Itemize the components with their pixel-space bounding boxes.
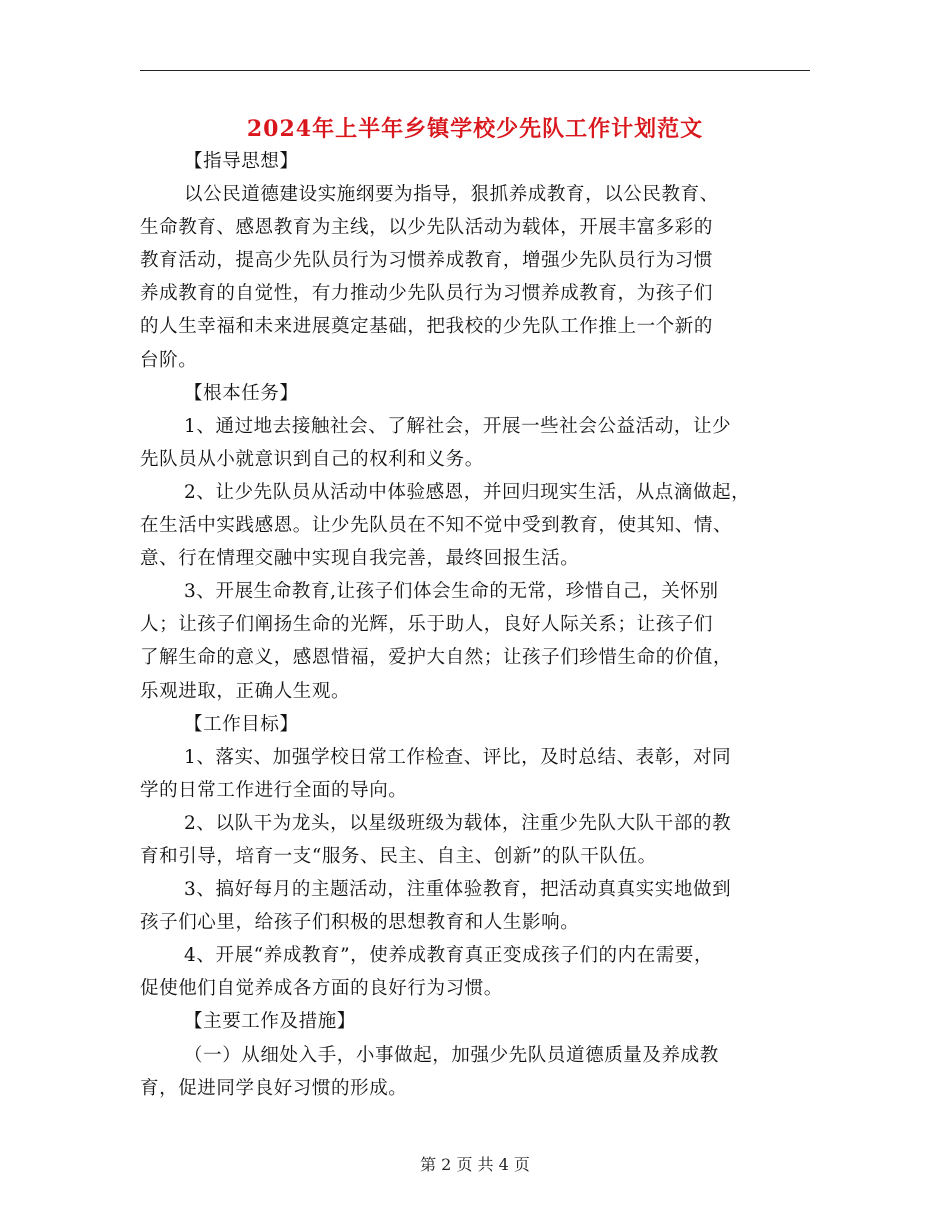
text-line: 【工作目标】	[184, 713, 299, 735]
header-rule	[140, 70, 810, 71]
text-line: 学的日常工作进行全面的导向。	[140, 779, 408, 801]
text-line: 养成教育的自觉性，有力推动少先队员行为习惯养成教育，为孩子们	[140, 283, 714, 305]
text-line: 生命教育、感恩教育为主线，以少先队活动为载体，开展丰富多彩的	[140, 217, 714, 239]
text-line: 1、落实、加强学校日常工作检查、评比，及时总结、表彰，对同	[184, 746, 732, 768]
text-line: 以公民道德建设实施纲要为指导，狠抓养成教育，以公民教育、	[184, 184, 719, 206]
text-line: 在生活中实践感恩。让少先队员在不知不觉中受到教育，使其知、情、	[140, 515, 733, 537]
text-line: （一）从细处入手，小事做起，加强少先队员道德质量及养成教	[184, 1044, 719, 1066]
document-body	[140, 145, 810, 1105]
text-line: 先队员从小就意识到自己的权利和义务。	[140, 448, 484, 470]
text-line: 【指导思想】	[184, 151, 299, 172]
text-line: 的人生幸福和未来进展奠定基础，把我校的少先队工作推上一个新的	[140, 316, 714, 338]
text-line: 【根本任务】	[184, 382, 299, 404]
text-line: 乐观进取，正确人生观。	[140, 680, 351, 702]
text-line: 3、开展生命教育,让孩子们体会生命的无常，珍惜自己，关怀别	[184, 581, 719, 603]
text-line: 台阶。	[140, 349, 198, 371]
document-title: 2024年上半年乡镇学校少先队工作计划范文	[246, 116, 704, 142]
text-line: 【主要工作及措施】	[184, 1011, 356, 1033]
text-line: 育和引导，培育一支“服务、民主、自主、创新”的队干队伍。	[140, 845, 657, 867]
text-line: 促使他们自觉养成各方面的良好行为习惯。	[140, 978, 503, 1000]
text-line: 教育活动，提高少先队员行为习惯养成教育，增强少先队员行为习惯	[140, 250, 714, 272]
text-line: 意、行在情理交融中实现自我完善，最终回报生活。	[140, 548, 580, 570]
text-line: 育，促进同学良好习惯的形成。	[140, 1077, 408, 1099]
text-line: 孩子们心里，给孩子们积极的思想教育和人生影响。	[140, 912, 580, 934]
text-line: 2、以队干为龙头，以星级班级为载体，注重少先队大队干部的教	[184, 812, 732, 834]
page-number: 第 2 页 共 4 页	[420, 1155, 530, 1174]
text-line: 4、开展“养成教育”，使养成教育真正变成孩子们的内在需要，	[184, 945, 714, 967]
text-line: 3、搞好每月的主题活动，注重体验教育，把活动真真实实地做到	[184, 879, 732, 901]
text-line: 1、通过地去接触社会、了解社会，开展一些社会公益活动，让少	[184, 415, 732, 437]
text-line: 人；让孩子们阐扬生命的光辉，乐于助人，良好人际关系；让孩子们	[140, 614, 714, 636]
text-line: 了解生命的意义，感恩惜福，爱护大自然；让孩子们珍惜生命的价值，	[140, 647, 733, 669]
text-line: 2、让少先队员从活动中体验感恩，并回归现实生活，从点滴做起，	[184, 481, 751, 503]
